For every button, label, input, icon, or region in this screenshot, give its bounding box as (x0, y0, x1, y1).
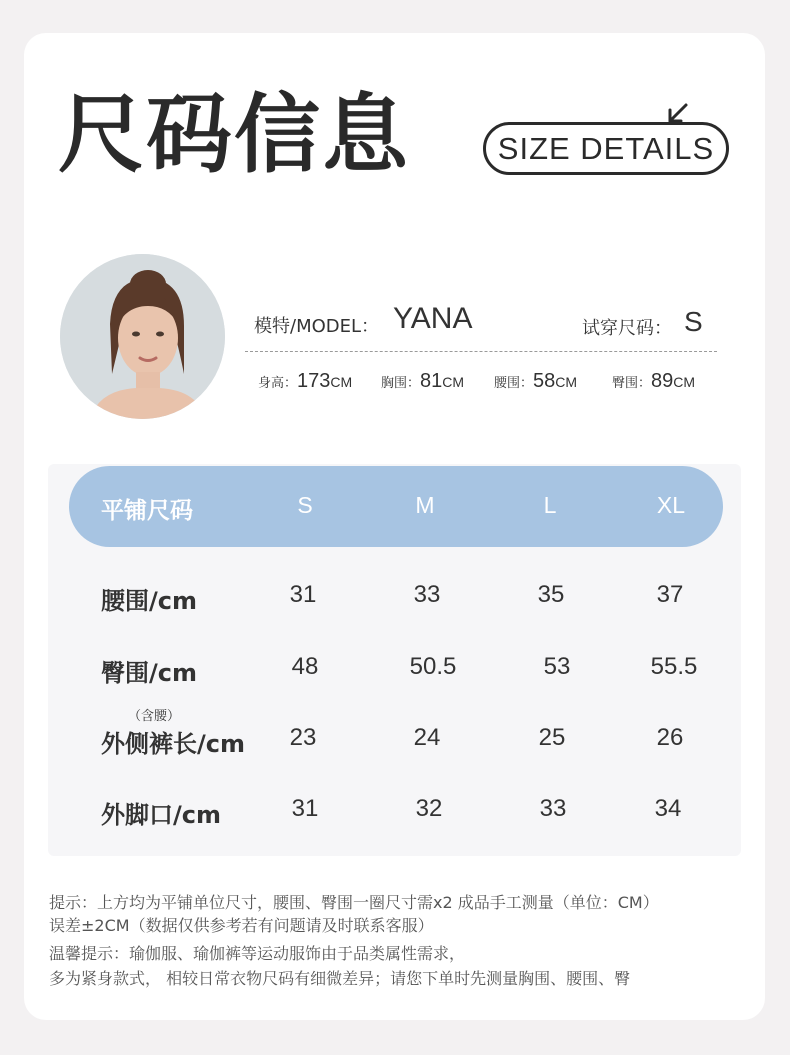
row-label-leg-opening: 外脚口/cm (101, 801, 221, 829)
row-label-waist: 腰围/cm (101, 587, 197, 615)
table-cell: 25 (538, 724, 566, 751)
table-cell: 53 (543, 653, 571, 680)
table-cell: 37 (656, 581, 684, 608)
table-cell: 35 (537, 581, 565, 608)
dashed-divider (245, 351, 717, 352)
note-line-1: 提示：上方均为平铺单位尺寸，腰围、臀围一圈尺寸需x2 成品手工测量（单位：CM） (49, 893, 659, 912)
tryon-size-value: S (684, 306, 703, 337)
table-cell: 50.5 (409, 653, 457, 680)
row-label-outer-length: 外侧裤长/cm (101, 730, 245, 758)
measurement-bust: 胸围：81CM (381, 370, 465, 392)
model-avatar (60, 254, 225, 419)
table-cell: 48 (291, 653, 319, 680)
note-line-2: 误差±2CM（数据仅供参考若有问题请及时联系客服） (49, 916, 434, 935)
table-cell: 33 (413, 581, 441, 608)
note-line-3: 温馨提示：瑜伽服、瑜伽裤等运动服饰由于品类属性需求， (49, 944, 466, 963)
measurement-waist: 腰围：58CM (494, 370, 578, 392)
table-cell: 31 (291, 795, 319, 822)
table-cell: 31 (289, 581, 317, 608)
page-title: 尺码信息 (58, 85, 410, 185)
table-cell: 32 (415, 795, 443, 822)
table-cell: 24 (413, 724, 441, 751)
size-header-m: M (415, 492, 435, 518)
table-cell: 23 (289, 724, 317, 751)
note-line-4: 多为紧身款式， 相较日常衣物尺码有细微差异；请您下单时先测量胸围、腰围、臀 (49, 969, 631, 988)
size-details-badge: SIZE DETAILS (483, 122, 729, 175)
size-header-l: L (543, 492, 557, 518)
table-cell: 33 (539, 795, 567, 822)
model-label: 模特/MODEL： (254, 316, 380, 337)
measurement-height: 身高：173CM (258, 370, 353, 392)
table-header-label: 平铺尺码 (101, 498, 193, 524)
table-cell: 34 (654, 795, 682, 822)
tryon-size-label: 试穿尺码： (582, 318, 672, 339)
model-name: YANA (393, 302, 473, 335)
measurement-hip: 臀围：89CM (612, 370, 696, 392)
size-header-s: S (297, 492, 313, 518)
table-cell: 26 (656, 724, 684, 751)
row-label-hip: 臀围/cm (101, 659, 197, 687)
size-header-xl: XL (656, 492, 686, 518)
row-note-with-waist: （含腰） (128, 709, 181, 724)
table-cell: 55.5 (650, 653, 698, 680)
